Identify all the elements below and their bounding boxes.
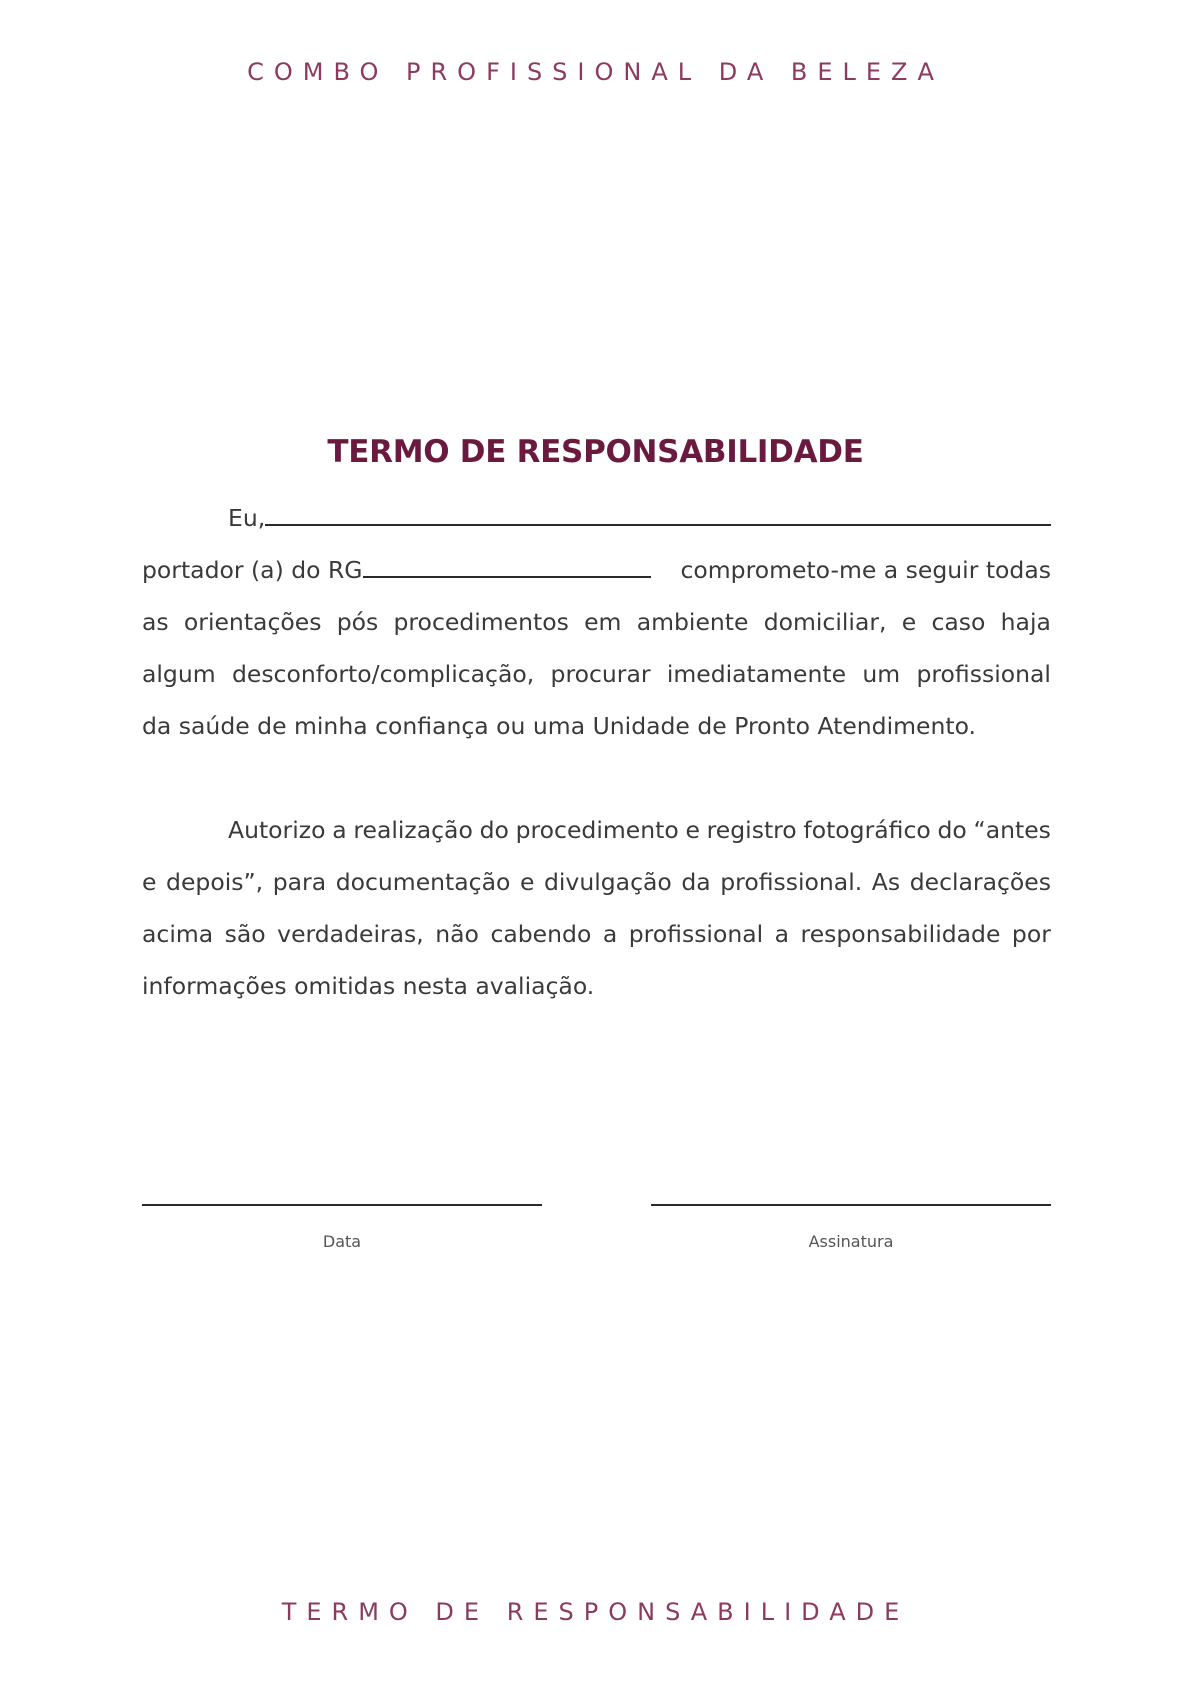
paragraph1-line5: da saúde de minha confiança ou uma Unidade de Pronto Atendimento. <box>142 712 977 740</box>
word: por <box>1011 920 1051 948</box>
word: procedimentos <box>393 608 569 636</box>
paragraph2-line4: informações omitidas nesta avaliação. <box>142 972 595 1000</box>
word: “antes <box>973 816 1051 844</box>
name-blank-field[interactable] <box>265 494 1051 526</box>
rg-line <box>142 544 1051 596</box>
word: e <box>519 868 535 896</box>
word: As <box>871 868 901 896</box>
word: orientações <box>183 608 322 636</box>
word: são <box>224 920 266 948</box>
word: a <box>602 920 618 948</box>
word: em <box>584 608 622 636</box>
commitment-text: comprometo-me a seguir todas <box>680 556 1051 584</box>
word: um <box>862 660 901 688</box>
word: responsabilidade <box>800 920 1001 948</box>
eu-label: Eu, <box>228 504 266 532</box>
word: procedimento <box>515 816 679 844</box>
word: registro <box>706 816 797 844</box>
word: divulgação <box>543 868 672 896</box>
word: do <box>937 816 967 844</box>
word: para <box>272 868 327 896</box>
document-body <box>142 492 1051 1012</box>
word: desconforto/complicação, <box>231 660 535 688</box>
date-blank-field[interactable] <box>142 1204 542 1206</box>
word: as <box>142 608 169 636</box>
word: haja <box>1000 608 1051 636</box>
word: documentação <box>335 868 511 896</box>
word: realização <box>353 816 473 844</box>
document-title: TERMO DE RESPONSABILIDADE <box>327 434 864 470</box>
paragraph2-line1 <box>142 804 1051 856</box>
name-line <box>142 492 1051 544</box>
word: fotográfico <box>803 816 931 844</box>
word: Autorizo <box>228 816 326 844</box>
word: acima <box>142 920 214 948</box>
word: imediatamente <box>666 660 847 688</box>
word: verdadeiras, <box>277 920 424 948</box>
signature-label: Assinatura <box>808 1232 894 1251</box>
word: caso <box>931 608 986 636</box>
word: profissional. <box>720 868 863 896</box>
word: depois”, <box>166 868 264 896</box>
word: e <box>901 608 917 636</box>
footer-brand: TERMO DE RESPONSABILIDADE <box>281 1598 910 1626</box>
signature-column <box>651 1204 1051 1251</box>
paragraph1-line4 <box>142 648 1051 700</box>
word: cabendo <box>490 920 592 948</box>
rg-group <box>142 544 651 596</box>
paragraph2-line2 <box>142 856 1051 908</box>
paragraph1-line3 <box>142 596 1051 648</box>
paragraph-spacer <box>142 752 1051 804</box>
word: a <box>332 816 347 844</box>
header-brand: COMBO PROFISSIONAL DA BELEZA <box>247 58 944 86</box>
word: da <box>681 868 711 896</box>
paragraph2-line3 <box>142 908 1051 960</box>
signature-area <box>142 1204 1051 1264</box>
word: algum <box>142 660 216 688</box>
word: profissional <box>628 920 764 948</box>
word: do <box>479 816 509 844</box>
word: pós <box>336 608 379 636</box>
date-label: Data <box>322 1232 362 1251</box>
rg-blank-field[interactable] <box>363 546 651 578</box>
date-column <box>142 1204 542 1251</box>
word: domiciliar, <box>763 608 887 636</box>
signature-blank-field[interactable] <box>651 1204 1051 1206</box>
word: declarações <box>909 868 1051 896</box>
word: profissional <box>916 660 1051 688</box>
word: procurar <box>550 660 651 688</box>
word: e <box>142 868 157 896</box>
rg-label: portador (a) do RG <box>142 556 363 584</box>
word: a <box>774 920 790 948</box>
word: não <box>435 920 479 948</box>
word: e <box>685 816 700 844</box>
word: ambiente <box>636 608 749 636</box>
